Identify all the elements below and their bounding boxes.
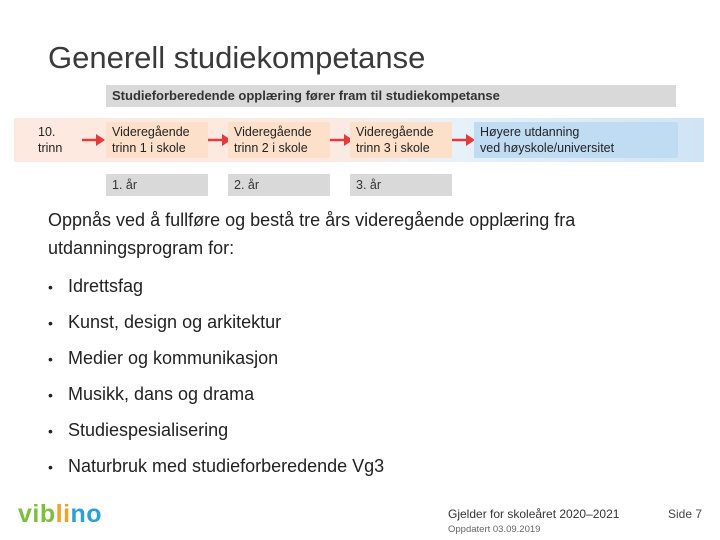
- step-vg1-line-2: trinn 1 i skole: [112, 141, 186, 155]
- step-vg3-line-1: Videregående: [356, 125, 434, 139]
- bullet-icon: •: [48, 459, 53, 475]
- bullet-icon: •: [48, 315, 53, 331]
- list-item: [48, 340, 384, 376]
- list-item: [48, 412, 384, 448]
- page-title: Generell studiekompetanse: [48, 40, 426, 75]
- bullet-icon: •: [48, 387, 53, 403]
- step-vg2-line-1: Videregående: [234, 125, 312, 139]
- program-label: Naturbruk med studieforberedende Vg3: [68, 456, 385, 476]
- start-line-1: 10.: [38, 125, 56, 139]
- page-number: Side 7: [668, 507, 703, 521]
- list-item: [48, 376, 384, 412]
- target-higher-education: [474, 122, 678, 158]
- bullet-icon: •: [48, 423, 53, 439]
- step-vg1-line-1: Videregående: [112, 125, 190, 139]
- program-label: Kunst, design og arkitektur: [68, 312, 282, 332]
- program-list: [48, 268, 384, 484]
- vilbo-logo: [18, 500, 102, 529]
- program-label: Idrettsfag: [68, 276, 144, 296]
- target-line-1: Høyere utdanning: [480, 125, 580, 139]
- target-line-2: ved høyskole/universitet: [480, 141, 615, 155]
- step-vg2-line-2: trinn 2 i skole: [234, 141, 308, 155]
- logo-part: vib: [18, 500, 56, 528]
- arrow-icon: [80, 130, 106, 150]
- program-label: Studiespesialisering: [68, 420, 229, 440]
- program-label: Medier og kommunikasjon: [68, 348, 279, 368]
- start-line-2: trinn: [38, 141, 63, 155]
- diagram-banner: Studieforberedende opplæring fører fram til studiekompetanse: [106, 85, 676, 107]
- step-vg3: [350, 122, 452, 158]
- arrow-icon: [450, 130, 476, 150]
- list-item: [48, 268, 384, 304]
- step-vg3-line-2: trinn 3 i skole: [356, 141, 430, 155]
- logo-part: li: [55, 500, 71, 528]
- step-vg2: [228, 122, 330, 158]
- logo-part: no: [70, 500, 103, 528]
- validity-text: Gjelder for skoleåret 2020–2021: [448, 507, 620, 521]
- intro-text: Oppnås ved å fullføre og bestå tre års videregående opplæring fra utdanningsprogram for:: [48, 210, 576, 258]
- step-vg1: [106, 122, 208, 158]
- list-item: [48, 304, 384, 340]
- program-label: Musikk, dans og drama: [68, 384, 255, 404]
- bullet-icon: •: [48, 279, 53, 295]
- list-item: [48, 448, 384, 484]
- year-1-label: 1. år: [106, 174, 208, 196]
- year-2-label: 2. år: [228, 174, 330, 196]
- updated-text: Oppdatert 03.09.2019: [448, 524, 541, 535]
- bullet-icon: •: [48, 351, 53, 367]
- year-3-label: 3. år: [350, 174, 452, 196]
